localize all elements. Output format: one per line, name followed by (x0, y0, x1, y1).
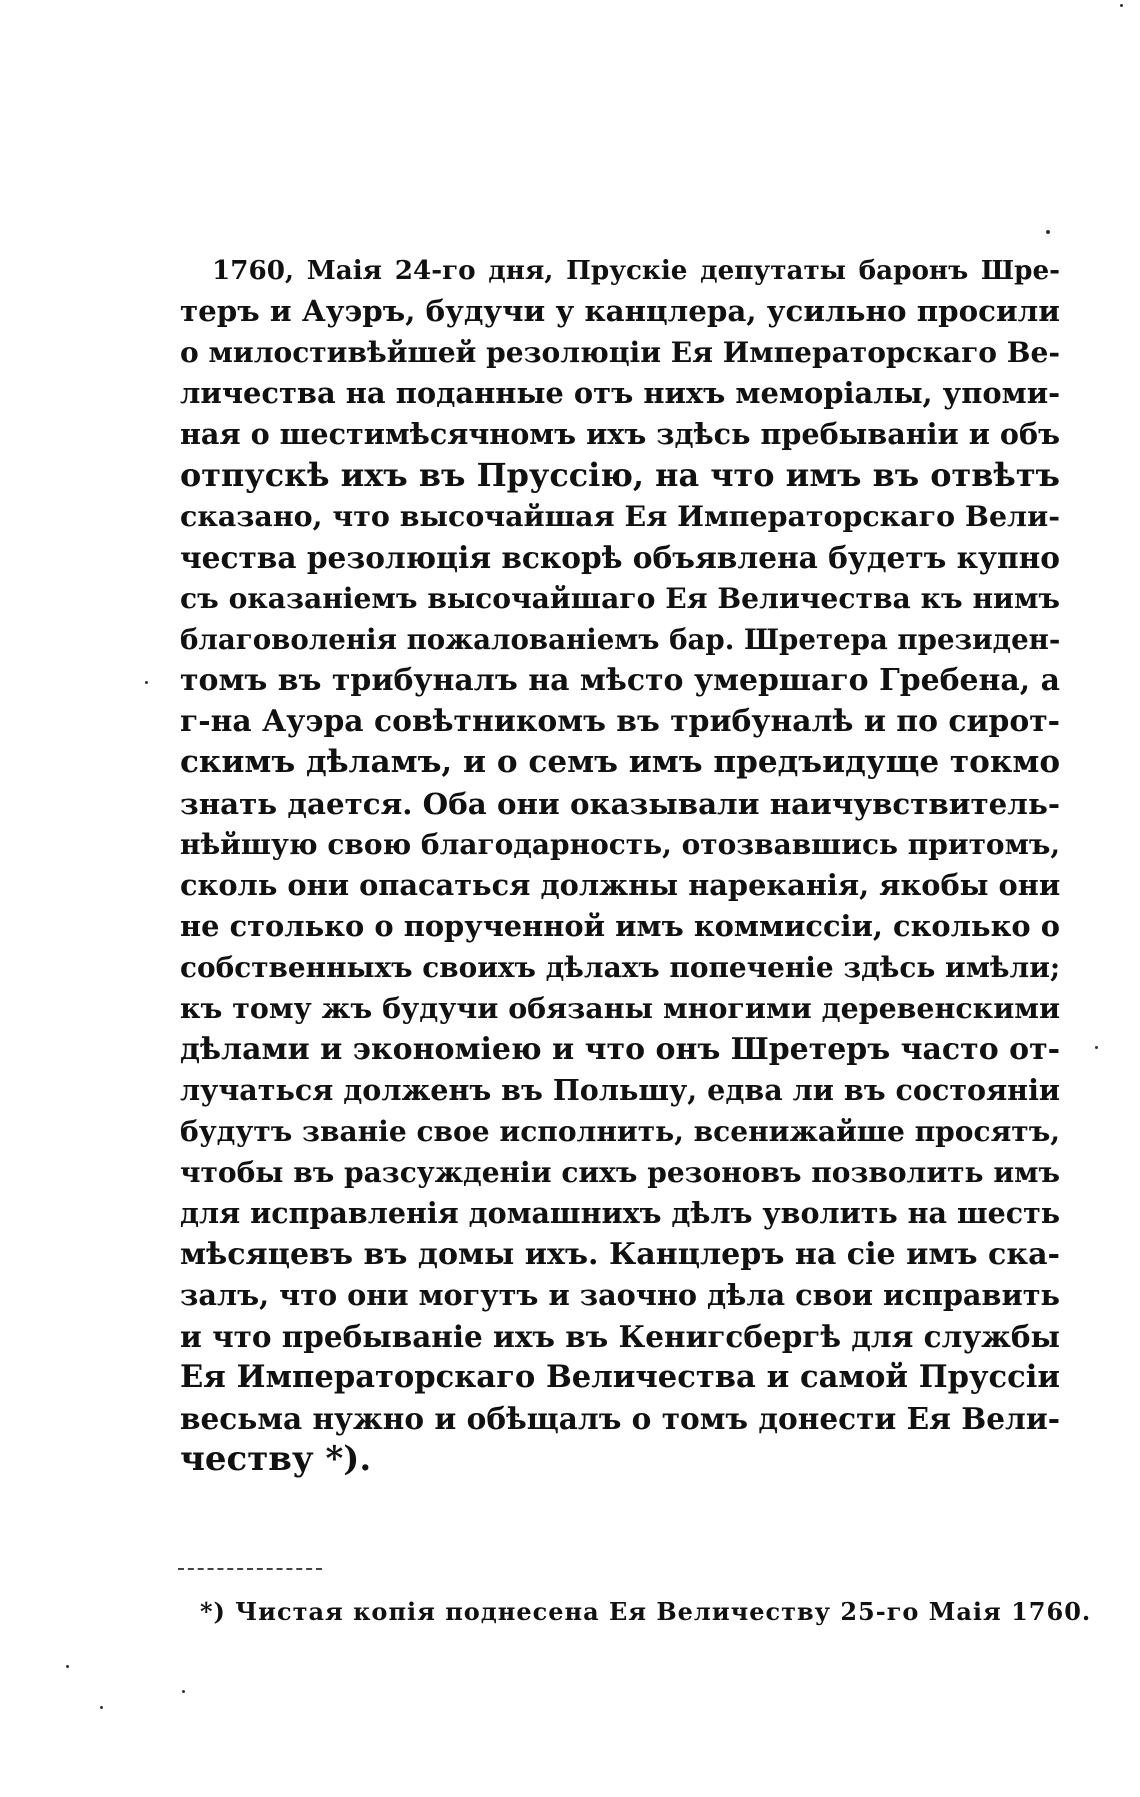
text-line-9: съ оказаніемъ высочайшаго Ея Величества къ нимъ (180, 582, 1060, 615)
scan-speck-5 (66, 1665, 69, 1668)
scan-speck-4 (1095, 1046, 1098, 1049)
scan-speck-2 (1120, 4, 1123, 7)
scan-speck-7 (100, 1706, 103, 1709)
text-line-5: ная о шестимѣсячномъ ихъ здѣсь пребываніи и объ (180, 417, 1060, 451)
footnote-text: *) Чистая копія поднесена Ея Величеству 25-го Маія 1760. (200, 1597, 1092, 1626)
text-line-23: чтобы въ разсужденіи сихъ резоновъ позволить имъ (180, 1156, 1060, 1189)
text-line-1: 1760, Маія 24-го дня, Прускіе депутаты баронъ Шре- (212, 255, 1060, 286)
text-line-3: о милостивѣйшей резолюціи Ея Императорскаго Ве- (180, 336, 1060, 369)
text-line-29: весьма нужно и обѣщалъ о томъ донести Ея Вели- (180, 1401, 1060, 1436)
text-line-15: нѣйшую свою благодарность, отозвавшись притомъ, (180, 828, 1061, 861)
text-line-10: благоволенія пожалованіемъ бар. Шретера президен- (180, 623, 1061, 656)
text-line-14: знать дается. Оба они оказывали наичувствитель- (180, 786, 1060, 821)
text-line-7: сказано, что высочайшая Ея Императорскаго Вели- (180, 499, 1061, 533)
text-line-21: лучаться долженъ въ Польшу, едва ли въ состояніи (180, 1073, 1061, 1107)
text-line-17: не столько о порученной имъ коммиссіи, сколько о (180, 909, 1060, 943)
text-line-11: томъ въ трибуналъ на мѣсто умершаго Гребена, а (180, 663, 1060, 698)
text-line-28: Ея Императорскаго Величества и самой Пруссіи (180, 1359, 1060, 1395)
footnote-divider (178, 1568, 322, 1570)
text-line-4: личества на поданные отъ нихъ меморіалы, упоми- (180, 376, 1061, 410)
scan-speck-6 (182, 1690, 185, 1693)
text-line-12: г-на Ауэра совѣтникомъ въ трибуналѣ и по сирот- (180, 704, 1060, 739)
text-line-30: честву *). (180, 1439, 372, 1479)
text-line-25: мѣсяцевъ въ домы ихъ. Канцлеръ на сіе имъ ска- (180, 1237, 1061, 1272)
text-line-27: и что пребываніе ихъ въ Кенигсбергѣ для службы (180, 1319, 1061, 1354)
text-line-19: къ тому жъ будучи обязаны многими деревенскими (180, 991, 1061, 1025)
text-line-16: сколь они опасаться должны нареканія, якобы они (180, 868, 1061, 902)
text-line-22: будутъ званіе свое исполнить, всенижайше просятъ, (180, 1115, 1060, 1148)
scan-speck-1 (1046, 230, 1050, 234)
scan-speck-3 (145, 681, 148, 684)
text-line-8: чества резолюція вскорѣ объявлена будетъ купно (180, 540, 1060, 575)
body-paragraph (180, 250, 1060, 1480)
text-line-26: залъ, что они могутъ и заочно дѣла свои исправить (180, 1278, 1060, 1312)
text-line-13: скимъ дѣламъ, и о семъ имъ предъидуще токмо (180, 744, 1061, 780)
text-line-18: собственныхъ своихъ дѣлахъ попеченіе здѣсь имѣли; (180, 951, 1061, 984)
text-line-20: дѣлами и экономіею и что онъ Шретеръ часто от- (180, 1032, 1061, 1067)
text-line-24: для исправленія домашнихъ дѣлъ уволить на шесть (180, 1196, 1061, 1230)
text-line-6: отпускѣ ихъ въ Пруссію, на что имъ въ отвѣтъ (180, 456, 1060, 494)
text-line-2: теръ и Ауэръ, будучи у канцлера, усильно просили (180, 294, 1060, 328)
